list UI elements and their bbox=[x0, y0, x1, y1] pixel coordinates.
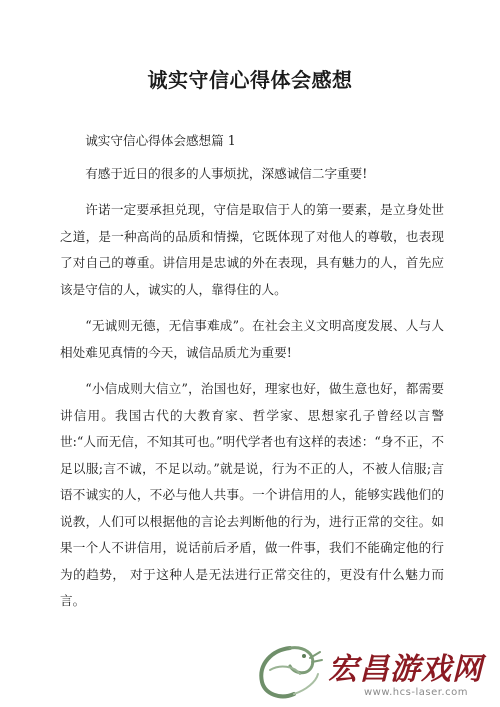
paragraph: 有感于近日的很多的人事烦扰，深感诚信二字重要! bbox=[85, 165, 368, 181]
paragraph: 许诺一定要承担兑现，守信是取信于人的第一要素，是立身处世之道，是一种高尚的品质和情操，它既体现了对他人的尊敬，也表现了对自己的尊重。讲信用是忠诚的外在表现，具有魅力的人，首先应该是守信的人，诚实的人，靠得住的人。 bbox=[60, 202, 444, 297]
paragraph: “无诚则无德，无信事难成”。在社会主义文明高度发展、人与人相处难见真情的今天，诚信品质尤为重要! bbox=[60, 318, 444, 360]
section-subtitle: 诚实守信心得体会感想篇 1 bbox=[85, 133, 236, 148]
document-body bbox=[60, 128, 444, 615]
page-title: 诚实守信心得体会感想 bbox=[147, 68, 353, 92]
watermark-url: www.hcs-laser.com bbox=[364, 687, 468, 698]
dragon-logo-icon bbox=[250, 640, 324, 702]
watermark-site-name: 宏昌游戏网 bbox=[328, 652, 483, 687]
watermark bbox=[244, 636, 500, 707]
paragraph: “小信成则大信立”，治国也好，理家也好，做生意也好，都需要讲信用。我国古代的大教育家、哲学家、思想家孔子曾经以言警世:“人而无信，不知其可也。”明代学者也有这样的表述：“身不正，不足以服;言不诚，不足以动。”就是说，行为不正的人，不被人信服;言语不诚实的人，不必与他人共事。一个讲信用的人，能够实践他们的说教，人们可以根据他的言论去判断他的行为，进行正常的交往。如果一个人不讲信用，说话前后矛盾，做一件事，我们不能确定他的行为的趋势， 对于这种人是无法进行正常交往的，更没有什么魅力而言。 bbox=[60, 381, 444, 608]
